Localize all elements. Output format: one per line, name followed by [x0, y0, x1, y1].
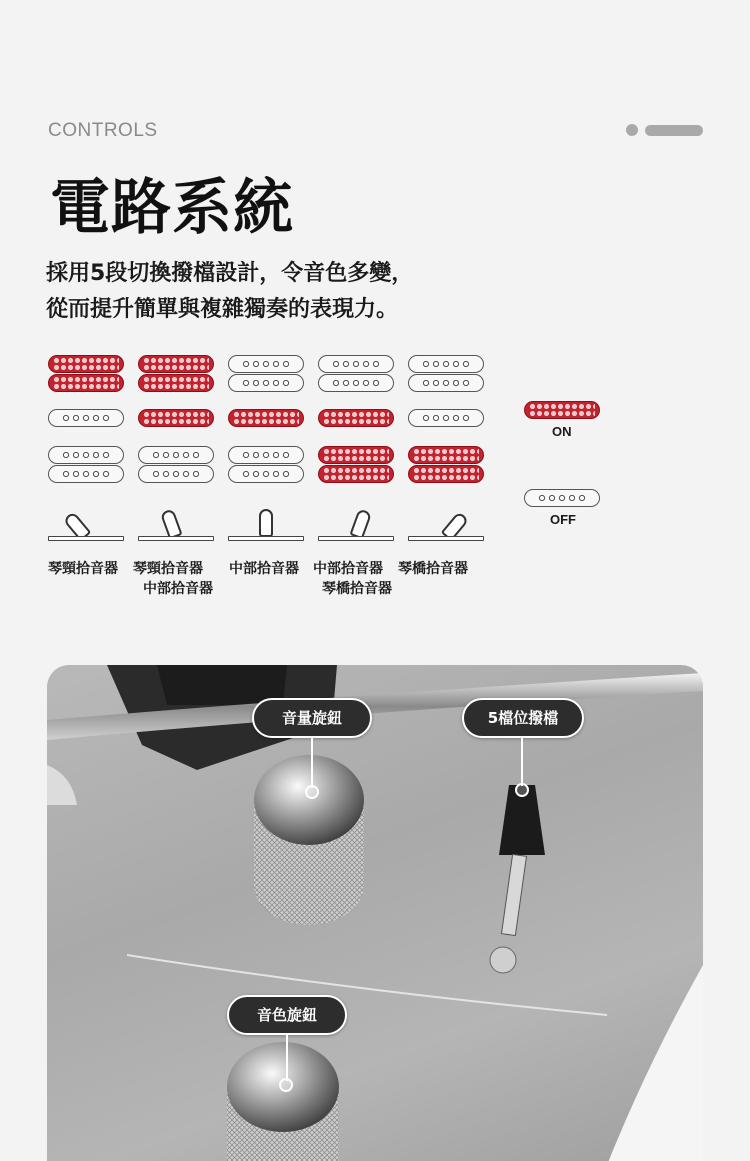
pickup-pole-pieces	[421, 360, 471, 368]
switch-callout: 5檔位撥檔	[462, 698, 584, 738]
neck-pickup-coil	[408, 374, 484, 392]
position-label: 中部拾音器	[229, 561, 299, 577]
bridge-pickup-coil	[48, 465, 124, 483]
pickup-pole-pieces	[53, 357, 119, 371]
pickup-pole-pieces	[151, 451, 201, 459]
guitar-body-illustration	[47, 665, 703, 1161]
pickup-pole-pieces	[331, 360, 381, 368]
legend-off-label: OFF	[550, 512, 576, 527]
description-line: 從而提升簡單與複雜獨奏的表現力。	[46, 297, 399, 322]
product-photo	[47, 665, 703, 1161]
neck-pickup-coil	[48, 374, 124, 392]
pickup-pole-pieces	[421, 414, 471, 422]
position-label-secondary: 中部拾音器	[143, 581, 213, 597]
volume-knob-callout: 音量旋鈕	[252, 698, 372, 738]
pickup-pole-pieces	[537, 494, 587, 502]
middle-pickup	[138, 409, 214, 427]
bridge-pickup-coil	[318, 465, 394, 483]
neck-pickup-coil	[228, 355, 304, 373]
switch-position-icon	[48, 497, 124, 541]
legend-on-swatch	[524, 401, 600, 419]
neck-pickup-coil	[138, 355, 214, 373]
page-dot	[626, 124, 638, 136]
middle-pickup	[48, 409, 124, 427]
switch-base	[408, 536, 484, 541]
switch-target	[515, 783, 529, 797]
pickup-pole-pieces	[143, 411, 209, 425]
neck-pickup-coil	[318, 355, 394, 373]
callout-leader	[311, 738, 313, 788]
pickup-pole-pieces	[233, 411, 299, 425]
middle-pickup	[228, 409, 304, 427]
bridge-pickup-coil	[228, 446, 304, 464]
pickup-pole-pieces	[323, 448, 389, 462]
bridge-pickup-coil	[138, 446, 214, 464]
pickup-pole-pieces	[61, 451, 111, 459]
neck-pickup-coil	[318, 374, 394, 392]
switch-position-icon	[318, 497, 394, 541]
pickup-pole-pieces	[241, 379, 291, 387]
switch-lever	[259, 509, 273, 537]
switch-position-icon	[408, 497, 484, 541]
pickup-pole-pieces	[323, 467, 389, 481]
neck-pickup-coil	[228, 374, 304, 392]
bridge-pickup-coil	[408, 465, 484, 483]
position-label: 琴頸拾音器	[48, 561, 118, 577]
bridge-pickup-coil	[228, 465, 304, 483]
neck-pickup-coil	[408, 355, 484, 373]
bridge-pickup-coil	[318, 446, 394, 464]
switch-base	[318, 536, 394, 541]
switch-lever	[160, 508, 183, 539]
callout-leader	[286, 1035, 288, 1081]
pickup-pole-pieces	[241, 360, 291, 368]
callout-leader	[521, 738, 523, 786]
page-title: 電路系統	[50, 173, 294, 243]
position-label-secondary: 琴橋拾音器	[322, 581, 392, 597]
legend-off-swatch	[524, 489, 600, 507]
eyebrow-label: CONTROLS	[48, 120, 158, 141]
neck-pickup-coil	[48, 355, 124, 373]
switch-base	[48, 536, 124, 541]
description-line: 採用5段切換撥檔設計，令音色多變，	[46, 261, 414, 286]
position-label: 琴橋拾音器	[398, 561, 468, 577]
switch-position-icon	[228, 497, 304, 541]
switch-base	[138, 536, 214, 541]
volume-knob-target	[305, 785, 319, 799]
pickup-pole-pieces	[331, 379, 381, 387]
switch-lever	[63, 511, 92, 541]
pickup-pole-pieces	[61, 414, 111, 422]
pickup-pole-pieces	[241, 451, 291, 459]
position-label: 琴頸拾音器	[133, 561, 203, 577]
tone-knob-callout: 音色旋鈕	[227, 995, 347, 1035]
pickup-pole-pieces	[143, 357, 209, 371]
bridge-pickup-coil	[138, 465, 214, 483]
middle-pickup	[318, 409, 394, 427]
feature-description	[46, 256, 506, 328]
bridge-pickup-coil	[408, 446, 484, 464]
position-label: 中部拾音器	[313, 561, 383, 577]
middle-pickup	[408, 409, 484, 427]
legend-on-label: ON	[552, 424, 572, 439]
pickup-pole-pieces	[151, 470, 201, 478]
bridge-pickup-coil	[48, 446, 124, 464]
page-dot-active	[645, 125, 703, 136]
switch-position-icon	[138, 497, 214, 541]
pickup-pole-pieces	[53, 376, 119, 390]
neck-pickup-coil	[138, 374, 214, 392]
switch-lever	[441, 511, 470, 541]
switch-base	[228, 536, 304, 541]
switch-lever	[349, 508, 372, 539]
pickup-pole-pieces	[421, 379, 471, 387]
pickup-pole-pieces	[143, 376, 209, 390]
page-indicator	[626, 124, 706, 136]
pickup-pole-pieces	[61, 470, 111, 478]
pickup-pole-pieces	[241, 470, 291, 478]
pickup-pole-pieces	[413, 467, 479, 481]
pickup-pole-pieces	[323, 411, 389, 425]
pickup-pole-pieces	[413, 448, 479, 462]
pickup-pole-pieces	[529, 403, 595, 417]
tone-knob-target	[279, 1078, 293, 1092]
